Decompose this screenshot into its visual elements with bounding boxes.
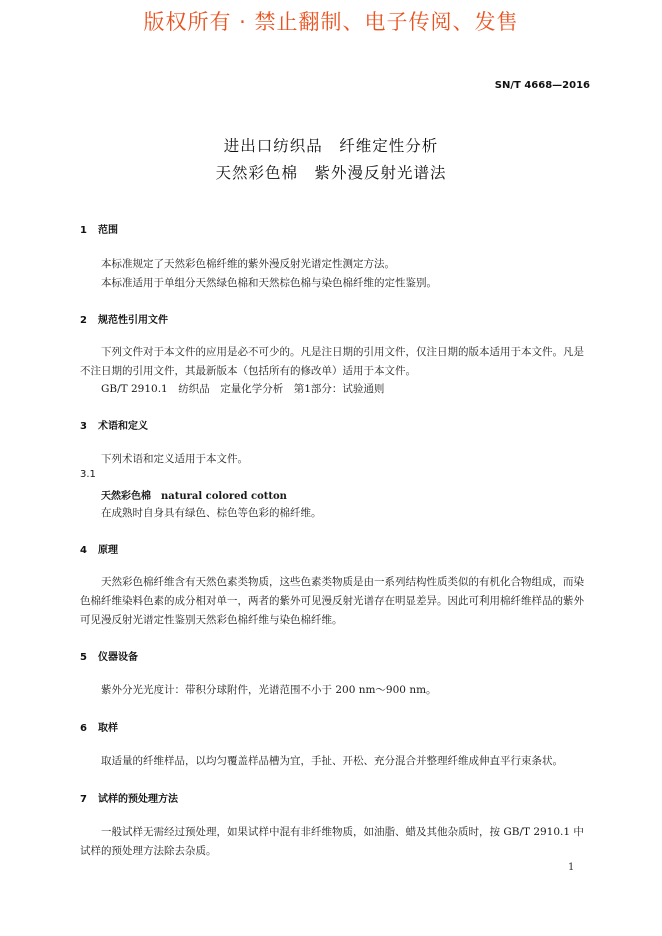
term-entry bbox=[101, 487, 287, 502]
section-title: 术语和定义 bbox=[98, 421, 148, 432]
section-title: 仪器设备 bbox=[98, 652, 138, 663]
section-number: 2 bbox=[80, 315, 87, 326]
paragraph: 下列术语和定义适用于本文件。 bbox=[101, 453, 248, 465]
section-number: 5 bbox=[80, 652, 87, 663]
paragraph: 天然彩色棉纤维含有天然色素类物质，这些色素类物质是由一系列结构性质类似的有机化合物组成，而染色棉纤维染料色素的成分相对单一，两者的紫外可见漫反射光谱存在明显差异。因此可利用棉纤维样品的紫外可见漫反射光谱定性鉴别天然彩色棉纤维与染色棉纤维。 bbox=[80, 576, 584, 626]
section-heading-sampling bbox=[80, 719, 118, 734]
term-definition: 在成熟时自身具有绿色、棕色等色彩的棉纤维。 bbox=[101, 507, 322, 519]
term-chinese: 天然彩色棉 bbox=[101, 491, 151, 502]
paragraph: 下列文件对于本文件的应用是必不可少的。凡是注日期的引用文件，仅注日期的版本适用于本文件。凡是不注日期的引用文件，其最新版本（包括所有的修改单）适用于本文件。 bbox=[80, 346, 584, 377]
document-title-line1: 进出口纺织品 纤维定性分析 bbox=[223, 137, 439, 155]
paragraph: 取适量的纤维样品，以均匀覆盖样品槽为宜，手扯、开松、充分混合并整理纤维成伸直平行束条状。 bbox=[101, 755, 563, 767]
reference-item: GB/T 2910.1 纺织品 定量化学分析 第1部分：试验通则 bbox=[101, 383, 385, 395]
section-heading-terms bbox=[80, 417, 148, 432]
section-heading-normative-references bbox=[80, 311, 168, 326]
section-heading-apparatus bbox=[80, 648, 138, 663]
section-number: 7 bbox=[80, 794, 87, 805]
paragraph: 紫外分光光度计：带积分球附件，光谱范围不小于 200 nm～900 nm。 bbox=[101, 684, 437, 696]
paragraph: 本标准适用于单组分天然绿色棉和天然棕色棉与染色棉纤维的定性鉴别。 bbox=[101, 277, 437, 289]
section-number: 6 bbox=[80, 723, 87, 734]
section-heading-pretreatment bbox=[80, 790, 178, 805]
section-number: 4 bbox=[80, 545, 87, 556]
document-title-line2: 天然彩色棉 紫外漫反射光谱法 bbox=[215, 164, 447, 182]
standard-number: SN/T 4668—2016 bbox=[494, 80, 590, 91]
section-number: 3 bbox=[80, 421, 87, 432]
section-number: 1 bbox=[80, 225, 87, 236]
section-heading-scope bbox=[80, 221, 118, 236]
clause-number: 3.1 bbox=[80, 469, 96, 480]
section-title: 原理 bbox=[98, 545, 118, 556]
paragraph: 本标准规定了天然彩色棉纤维的紫外漫反射光谱定性测定方法。 bbox=[101, 258, 395, 270]
paragraph: 一般试样无需经过预处理，如果试样中混有非纤维物质，如油脂、蜡及其他杂质时，按 GB/T 2910.1 中试样的预处理方法除去杂质。 bbox=[80, 826, 584, 857]
section-title: 规范性引用文件 bbox=[98, 315, 168, 326]
section-title: 范围 bbox=[98, 225, 118, 236]
section-title: 取样 bbox=[98, 723, 118, 734]
term-english: natural colored cotton bbox=[161, 491, 287, 502]
section-title: 试样的预处理方法 bbox=[98, 794, 178, 805]
page-number: 1 bbox=[568, 862, 575, 873]
copyright-watermark: 版权所有 · 禁止翻制、电子传阅、发售 bbox=[143, 10, 519, 34]
section-heading-principle bbox=[80, 541, 118, 556]
